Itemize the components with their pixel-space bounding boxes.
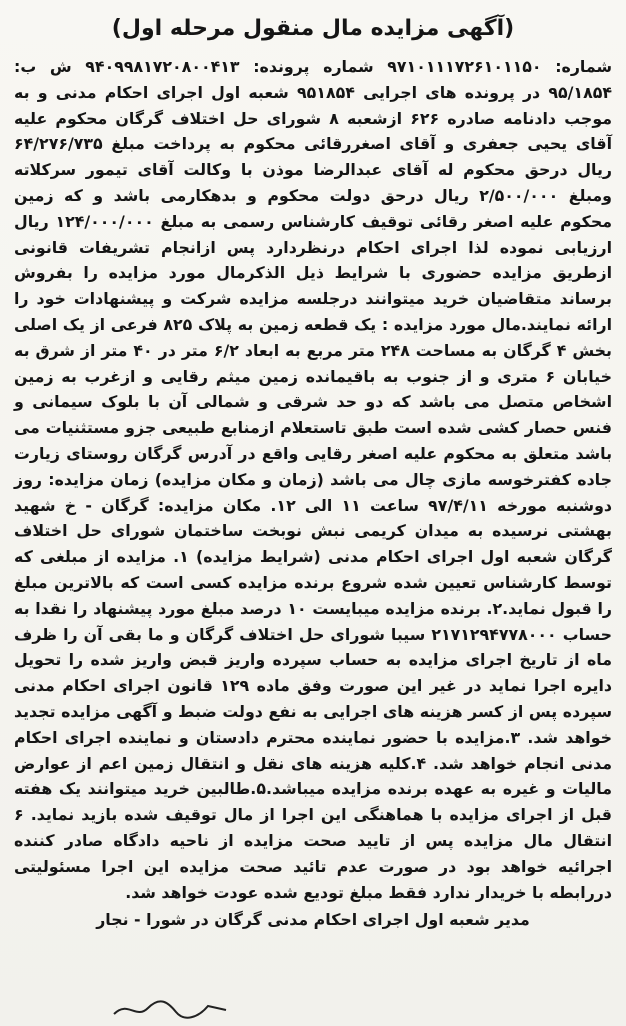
notice-title: (آگهی مزایده مال منقول مرحله اول): [111, 16, 515, 41]
notice-paragraph: شماره: ۹۷۱۰۱۱۱۷۲۶۱۰۱۱۵۰ شماره پرونده: ۹۴۰۹۹۸۱۷۲۰۸۰۰۴۱۳ ش ب: ۹۵/۱۸۵۴ در پرونده های اجرایی ۹۵۱۸۵۴ شعبه اول اجرای احکام مدنی و به موجب دادنامه صادره ۶۲۶ ازشعبه ۸ شورای حل اختلاف گرگان محکوم علیه آقای یحیی جعفری و آقای اصغررقائی محکوم به پرداخت مبلغ ۶۴/۲۷۶/۷۳۵ ریال درحق محکوم له آقای عبدالرضا موذن با وکالت آقای تیمور سرکلاته ومبلغ ۲/۵۰۰/۰۰۰ ریال درحق دولت محکوم و بدهکارمی باشد و که زمین محکوم علیه اصغر رقائی توقیف کارشناس رسمی به مبلغ ۱۲۴/۰۰۰/۰۰۰ ریال ارزیابی نموده لذا اجرای احکام درنظردارد پس ازانجام تشریفات قانونی ازطریق مزایده حضوری با شرایط ذیل الذکرمال مورد مزایده را بفروش برساند متقاضیان خرید میتوانند درجلسه مزایده شرکت و پیشنهادات خود را ارائه نمایند.مال مورد مزایده : یک قطعه زمین به پلاک ۸۲۵ فرعی از یک اصلی بخش ۴ گرگان به مساحت ۲۴۸ متر مربع به ابعاد ۶/۲ متر در ۴۰ متر از شرق به خیابان ۶ متری و از جنوب به باقیمانده زمین میثم رقایی و ازغرب به زمین اشخاص متصل می باشد که دو حد شرقی و شمالی آن با بلوک سیمانی و فنس حصار کشی شده است طبق تاستعلام ازمنابع طبیعی جزو مستثنیات می باشد متعلق به محکوم علیه اصغر رقایی واقع در آدرس گرگان روستای زیارت جاده کفترخوسه مازی چال می باشد (زمان و مکان مزایده) زمان مزایده: روز دوشنبه مورخه ۹۷/۴/۱۱ ساعت ۱۱ الی ۱۲. مکان مزایده: گرگان - خ شهید بهشتی نرسیده به میدان کریمی نبش نوبخت ساختمان شورای حل اختلاف گرگان شعبه اول اجرای احکام مدنی (شرایط مزایده) ۱. مزایده از مبلغی که توسط کارشناس تعیین شده شروع برنده مزایده کسی است که بالاترین مبلغ را قبول نماید.۲. برنده مزایده میبایست ۱۰ درصد مبلغ مورد پیشنهاد را نقدا به حساب ۲۱۷۱۲۹۴۷۷۸۰۰۰ سیبا شورای حل اختلاف گرگان و ما بقی آن را ظرف ماه از تاریخ اجرای مزایده به حساب سپرده واریز قبض واریز شده را تحویل دایره اجرا نماید در غیر این صورت وفق ماده ۱۲۹ قانون اجرای احکام مدنی سپرده پس از کسر هزینه های اجرایی به نفع دولت ضبط و آگهی مزایده تجدید خواهد شد. ۳.مزایده با حضور نماینده محترم دادستان و نماینده اجرای احکام مدنی انجام خواهد شد. ۴.کلیه هزینه های نقل و انتقال زمین اعم از عوارض مالیات و غیره به عهده برنده مزایده میباشد.۵.طالبین خرید میتوانند یک هفته قبل از اجرای مزایده با هماهنگی این اجرا از مال توقیف شده بازید نماید. ۶ انتقال مال مزایده پس از تایید صحت مزایده از ناحیه دادگاه صادر کننده اجرائیه خواهد بود در صورت عدم تائید صحت مزایده این اجرا مسئولیتی دررابطه با خریدار ندارد فقط مبلغ تودیع شده عودت خواهد شد.: [14, 57, 613, 902]
notice-body: [14, 54, 612, 905]
notice-signature: مدیر شعبه اول اجرای احکام مدنی گرگان در شورا - نجار: [96, 910, 530, 930]
handwritten-signature-icon: [110, 996, 230, 1022]
